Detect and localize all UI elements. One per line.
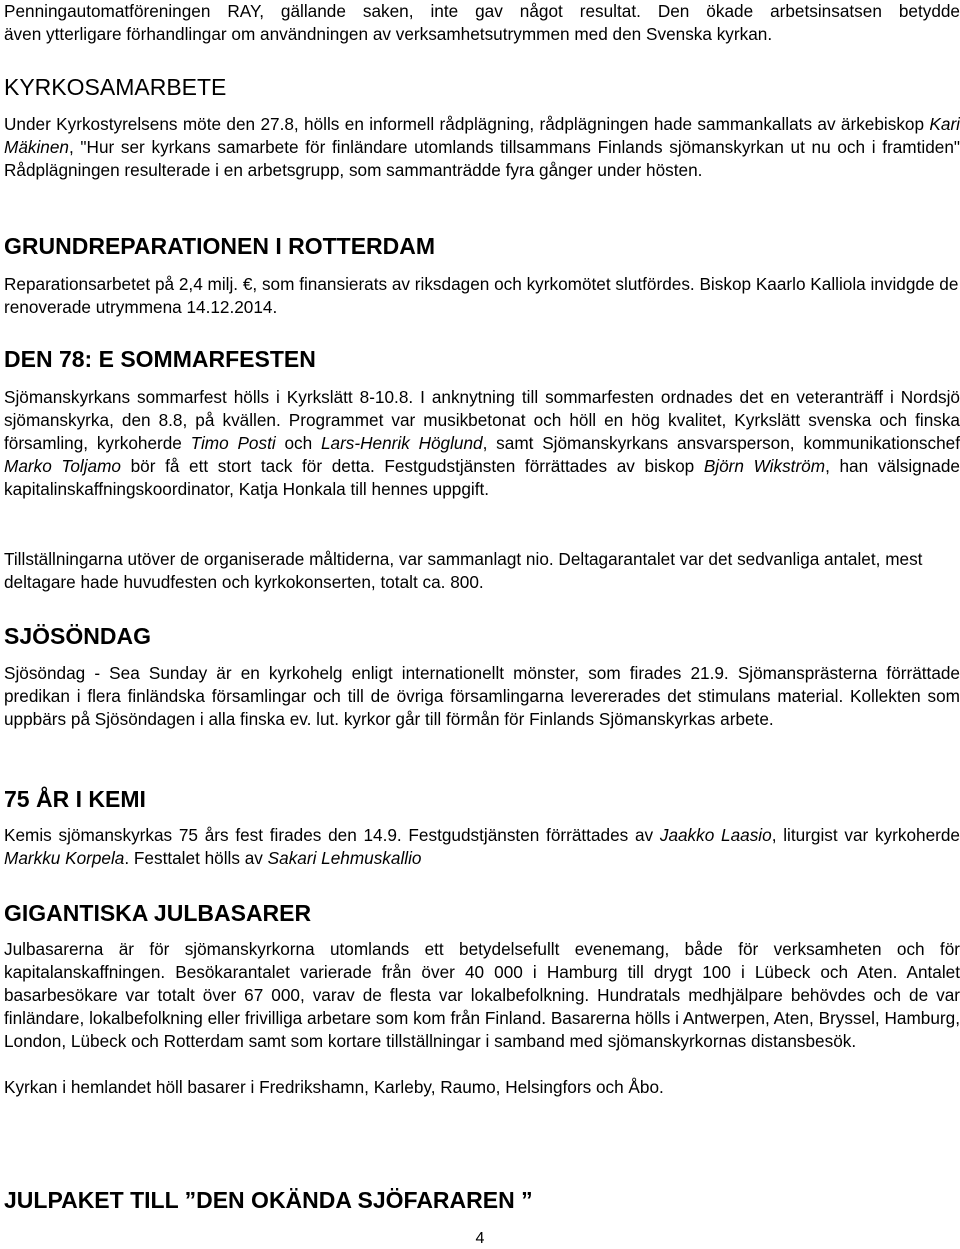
intro-line-2: även ytterligare förhandlingar om användningen av verksamhetsutrymmen med den Svenska kyrkan. [4,24,773,44]
heading-sommarfesten: DEN 78: E SOMMARFESTEN [4,346,316,372]
text-run: bör få ett stort tack för detta. Festgudstjänsten förrättades av biskop [120,456,704,476]
page-number: 4 [475,1230,485,1247]
paragraph-sommarfesten-1 [4,386,960,501]
heading-grundreparationen: GRUNDREPARATIONEN I ROTTERDAM [4,233,436,259]
text-run: och [275,433,321,453]
julbasarer-text-1: Julbasarerna är för sjömanskyrkorna utomlands ett betydelsefullt evenemang, både för verksamheten och för kapitalanskaffningen. Besökarantalet varierade från över 40 000 i Hamburg till drygt 100 i Lübeck och Aten. Antalet basarbesökare var totalt över 67 000, varav de flesta var lokalbefolkning. Hundratals medhjälpare behövdes och de var finländare, lokalbefolkning eller frivilliga arbetare som kom från Finland. Basarerna hölls i Antwerpen, Aten, Bryssel, Hamburg, London, Lübeck och Rotterdam samt som kortare tillställningar i samband med sjömanskyrkornas distansbesök. [4,939,960,1051]
person-name: Timo Posti [190,433,276,453]
text-run: Sjömanskyrkans sommarfest hölls i Kyrkslätt 8-10.8. I anknytning till sommarfesten ordnades det en veteranträff i Nordsjö sjömanskyrka, den 8.8, på kvällen. Programmet var musikbetonat och höll en hög kvalitet, Kyrkslätt svenska och finska församling, kyrkoherde [4,387,960,453]
text-run: . Festtalet hölls av [124,848,268,868]
person-name: Björn Wikström [703,456,826,476]
paragraph-rotterdam [4,273,960,319]
person-name: Markku Korpela [4,848,125,868]
text-run: , liturgist var kyrkoherde [771,825,960,845]
paragraph-sjosondag [4,662,960,731]
person-name: Marko Toljamo [4,456,121,476]
text-run: , "Hur ser kyrkans samarbete för finländare utomlands tillsammans Finlands sjömanskyrkan ut nu och i framtiden" Rådplägningen resulterade i en arbetsgrupp, som sammanträdde fyra gånger under hösten. [4,137,960,180]
text-run: , han välsignade kapitalinskaffningskoordinator, Katja Honkala till hennes uppgift. [4,456,960,499]
paragraph-kemi [4,824,960,870]
text-run: Kemis sjömanskyrkas 75 års fest firades den 14.9. Festgudstjänsten förrättades av [4,825,660,845]
heading-gigantiska-julbasarer: GIGANTISKA JULBASARER [4,900,312,926]
heading-julpaket: JULPAKET TILL ”DEN OKÄNDA SJÖFARAREN ” [4,1187,533,1213]
julbasarer-text-2: Kyrkan i hemlandet höll basarer i Fredrikshamn, Karleby, Raumo, Helsingfors och Åbo. [4,1077,664,1097]
person-name: Lars-Henrik Höglund [320,433,483,453]
text-run: , samt Sjömanskyrkans ansvarsperson, kommunikationschef [482,433,960,453]
text-run: Under Kyrkostyrelsens möte den 27.8, hölls en informell rådplägning, rådplägningen hade sammankallats av ärkebiskop [4,114,930,134]
heading-sjosondag: SJÖSÖNDAG [4,623,151,649]
sommarfesten-text-2: Tillställningarna utöver de organiserade måltiderna, var sammanlagt nio. Deltagarantalet var det sedvanliga antalet, mest deltagare hade huvudfesten och kyrkokonserten, totalt ca. 800. [4,549,923,592]
intro-paragraph [4,0,960,46]
heading-kyrkosamarbete: KYRKOSAMARBETE [4,74,227,100]
intro-line-1: Penningautomatföreningen RAY, gällande saken, inte gav något resultat. Den ökade arbetsinsatsen betydde [4,1,960,21]
paragraph-kyrkosamarbete [4,113,960,182]
paragraph-julbasarer-2 [4,1076,960,1099]
heading-75-ar-i-kemi: 75 ÅR I KEMI [4,786,146,812]
sjosondag-text: Sjösöndag - Sea Sunday är en kyrkohelg enligt internationellt mönster, som firades 21.9. Sjömansprästerna förrättade predikan i flera finländska församlingar och till de övriga församlingarna levererades det stimulans material. Kollekten som uppbärs på Sjösöndagen i alla finska ev. lut. kyrkor går till förmån för Finlands Sjömanskyrkas arbete. [4,663,960,729]
person-name: Jaakko Laasio [659,825,772,845]
paragraph-sommarfesten-2 [4,548,960,594]
person-name: Kari Mäkinen [4,114,960,157]
rotterdam-text: Reparationsarbetet på 2,4 milj. €, som finansierats av riksdagen och kyrkomötet slutfördes. Biskop Kaarlo Kalliola invidgde de renoverade utrymmena 14.12.2014. [4,274,959,317]
paragraph-julbasarer-1 [4,938,960,1053]
person-name: Sakari Lehmuskallio [267,848,422,868]
